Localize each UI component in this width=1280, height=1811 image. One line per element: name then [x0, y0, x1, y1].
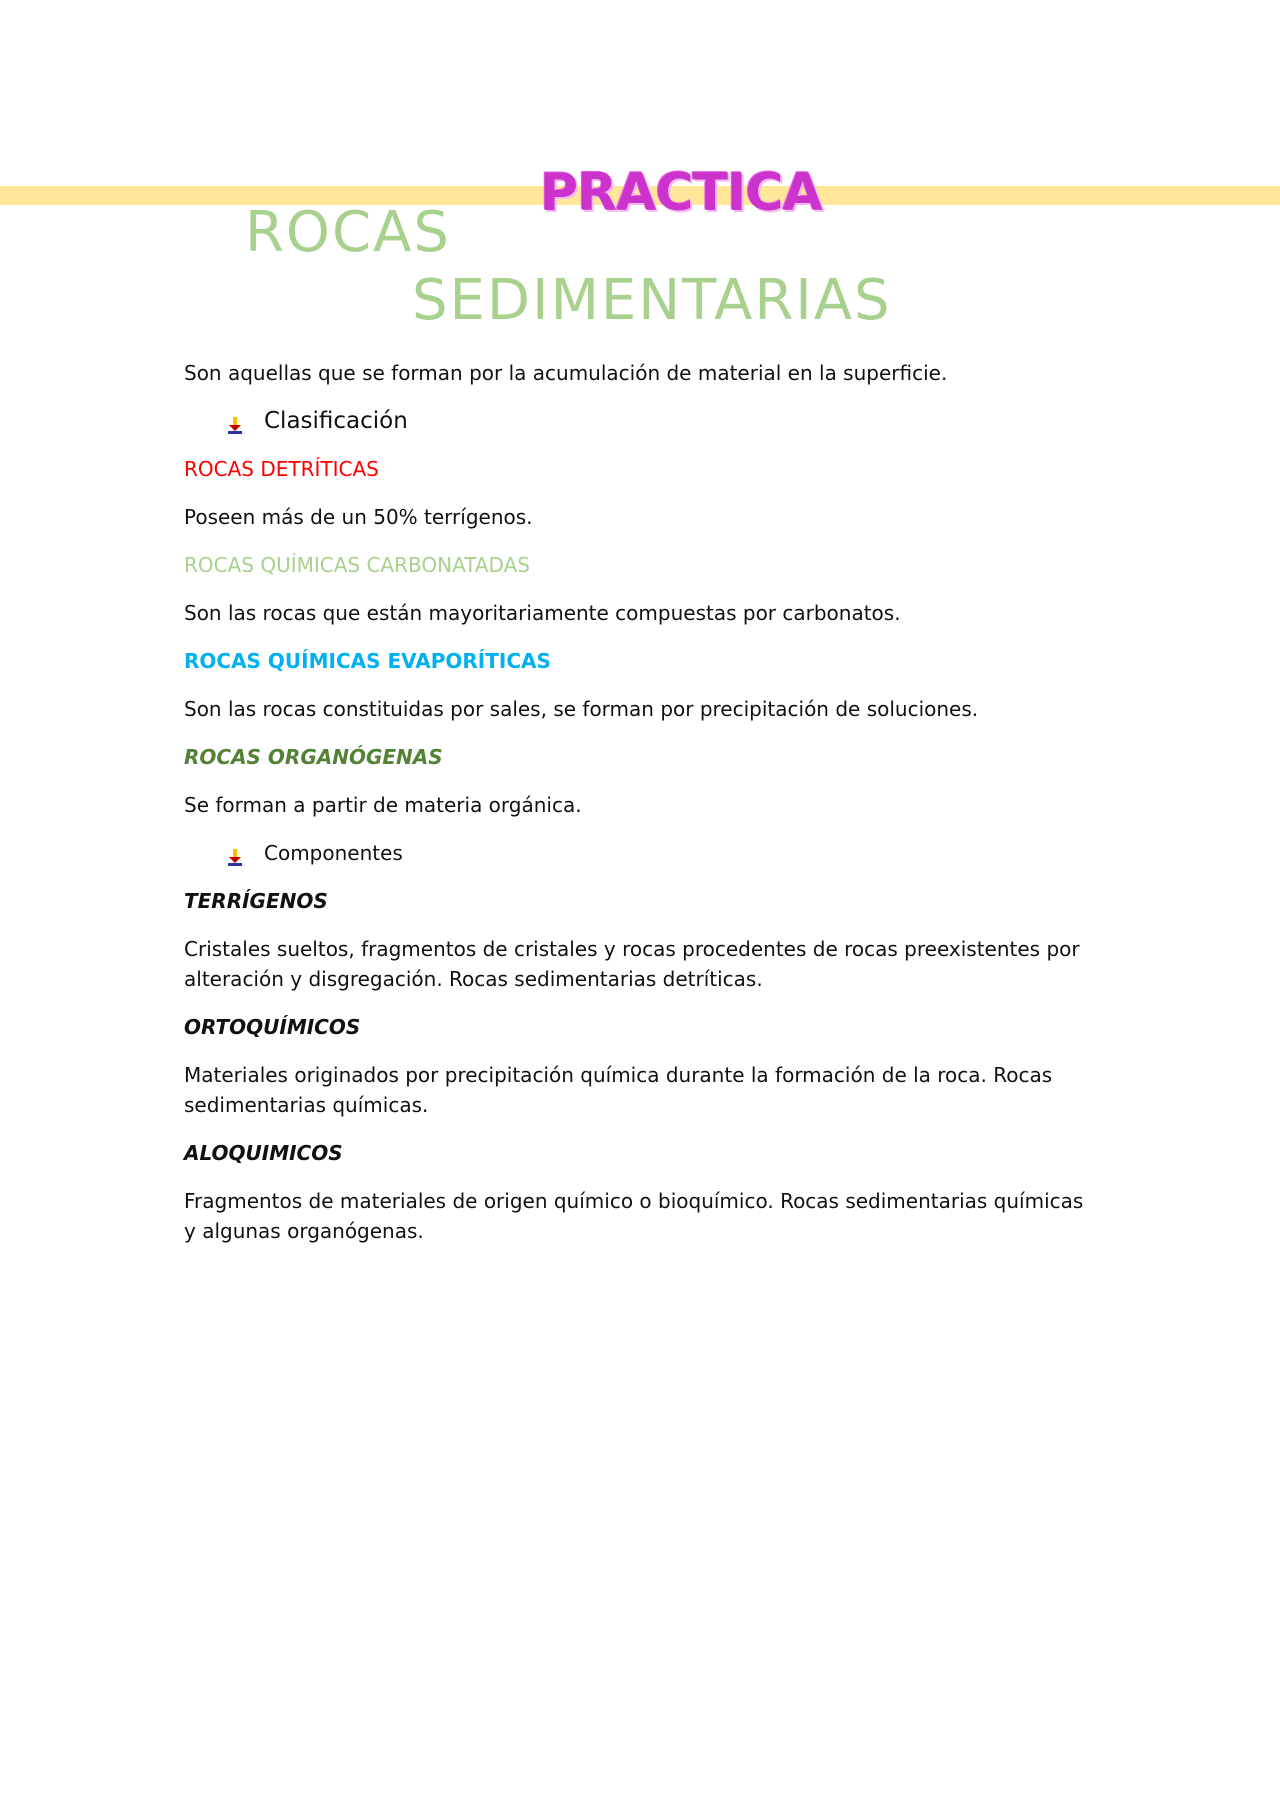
- title-line-1: ROCAS: [245, 200, 451, 265]
- heading-aloquimicos: ALOQUIMICOS: [184, 1141, 343, 1165]
- intro-paragraph: Son aquellas que se forman por la acumulación de material en la superficie.: [184, 361, 948, 385]
- colored-arrow-bullet-icon: [226, 844, 244, 862]
- text-aloquimicos: Fragmentos de materiales de origen químico o bioquímico. Rocas sedimentarias químicas y algunas organógenas.: [184, 1189, 1084, 1243]
- text-rocas-organogenas: Se forman a partir de materia orgánica.: [184, 793, 582, 817]
- heading-rocas-organogenas: ROCAS ORGANÓGENAS: [184, 745, 443, 769]
- document-body: [184, 358, 1084, 1264]
- bullet-componentes: [226, 838, 1084, 868]
- title-line-2: SEDIMENTARIAS: [412, 268, 892, 333]
- bullet-label: Componentes: [264, 841, 403, 865]
- colored-arrow-bullet-icon: [226, 412, 244, 430]
- heading-rocas-carbonatadas: ROCAS QUÍMICAS CARBONATADAS: [184, 553, 530, 577]
- text-rocas-evaporiticas: Son las rocas constituidas por sales, se forman por precipitación de soluciones.: [184, 697, 979, 721]
- bullet-label: Clasificación: [264, 408, 408, 434]
- heading-ortoquimicos: ORTOQUÍMICOS: [184, 1015, 361, 1039]
- heading-rocas-detriticas: ROCAS DETRÍTICAS: [184, 457, 379, 481]
- heading-terrigenos: TERRÍGENOS: [184, 889, 328, 913]
- practica-wordart: PRACTICA: [540, 163, 822, 223]
- text-rocas-detriticas: Poseen más de un 50% terrígenos.: [184, 505, 533, 529]
- text-ortoquimicos: Materiales originados por precipitación química durante la formación de la roca. Rocas sedimentarias químicas.: [184, 1063, 1053, 1117]
- heading-rocas-evaporiticas: ROCAS QUÍMICAS EVAPORÍTICAS: [184, 649, 551, 673]
- text-rocas-carbonatadas: Son las rocas que están mayoritariamente compuestas por carbonatos.: [184, 601, 901, 625]
- bullet-clasificacion: [226, 406, 1084, 436]
- text-terrigenos: Cristales sueltos, fragmentos de cristales y rocas procedentes de rocas preexistentes por alteración y disgregación. Rocas sedimentarias detríticas.: [184, 937, 1080, 991]
